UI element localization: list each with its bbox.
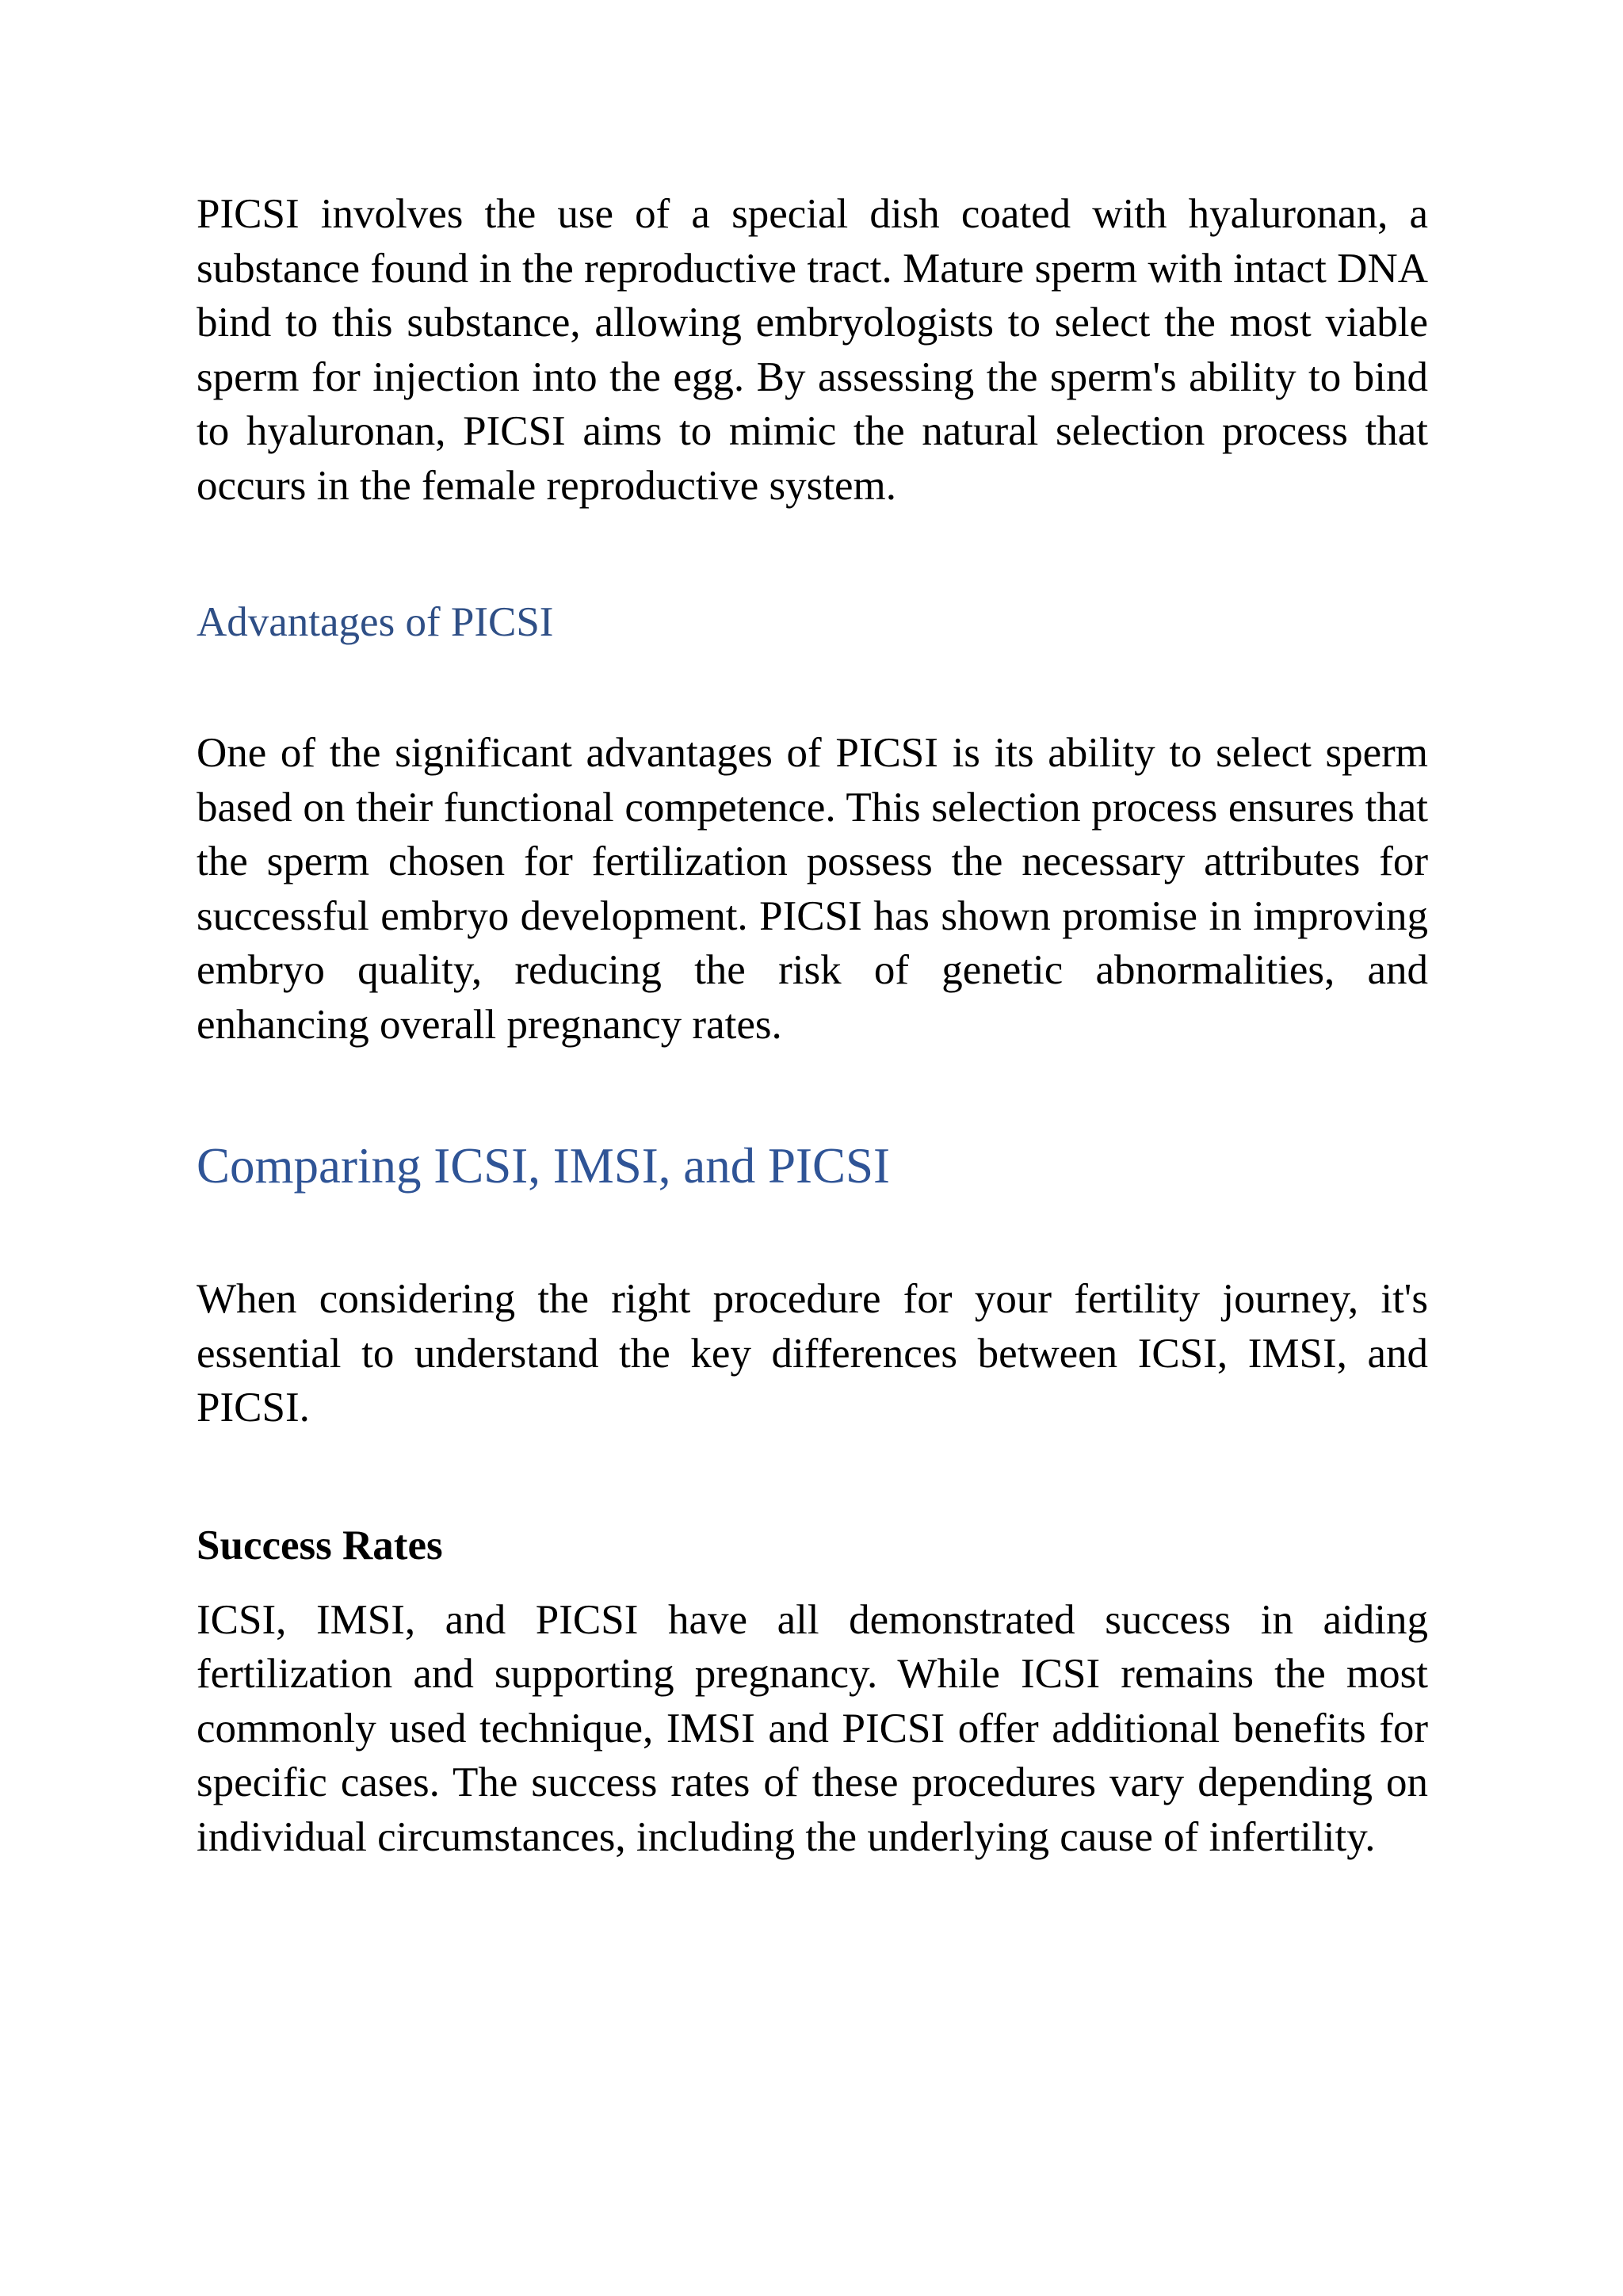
success-rates-paragraph: ICSI, IMSI, and PICSI have all demonstrated success in aiding fertilization and supporting pregnancy. While ICSI remains the most commonly used technique, IMSI and PICSI offer additional benefits for specific cases. The success rates of these procedures vary depending on individual circumstances, including the underlying cause of infertility. [197, 1596, 1428, 1860]
intro-paragraph: PICSI involves the use of a special dish coated with hyaluronan, a substance found in the reproductive tract. Mature sperm with intact DNA bind to this substance, allowing embryologists to select the most viable sperm for injection into the egg. By assessing the sperm's ability to bind to hyaluronan, PICSI aims to mimic the natural selection process that occurs in the female reproductive system. [197, 191, 1428, 509]
comparing-heading: Comparing ICSI, IMSI, and PICSI [197, 1138, 891, 1194]
advantages-paragraph: One of the significant advantages of PICSI is its ability to select sperm based on their functional competence. This selection process ensures that the sperm chosen for fertilization possess the necessary attributes for successful embryo development. PICSI has shown promise in improving embryo quality, reducing the risk of genetic abnormalities, and enhancing overall pregnancy rates. [197, 730, 1428, 1048]
comparing-paragraph: When considering the right procedure for your fertility journey, it's essential to understand the key differences between ICSI, IMSI, and PICSI. [197, 1276, 1428, 1431]
success-rates-heading: Success Rates [197, 1522, 443, 1568]
advantages-heading: Advantages of PICSI [197, 599, 554, 645]
document-page [197, 187, 1428, 1864]
